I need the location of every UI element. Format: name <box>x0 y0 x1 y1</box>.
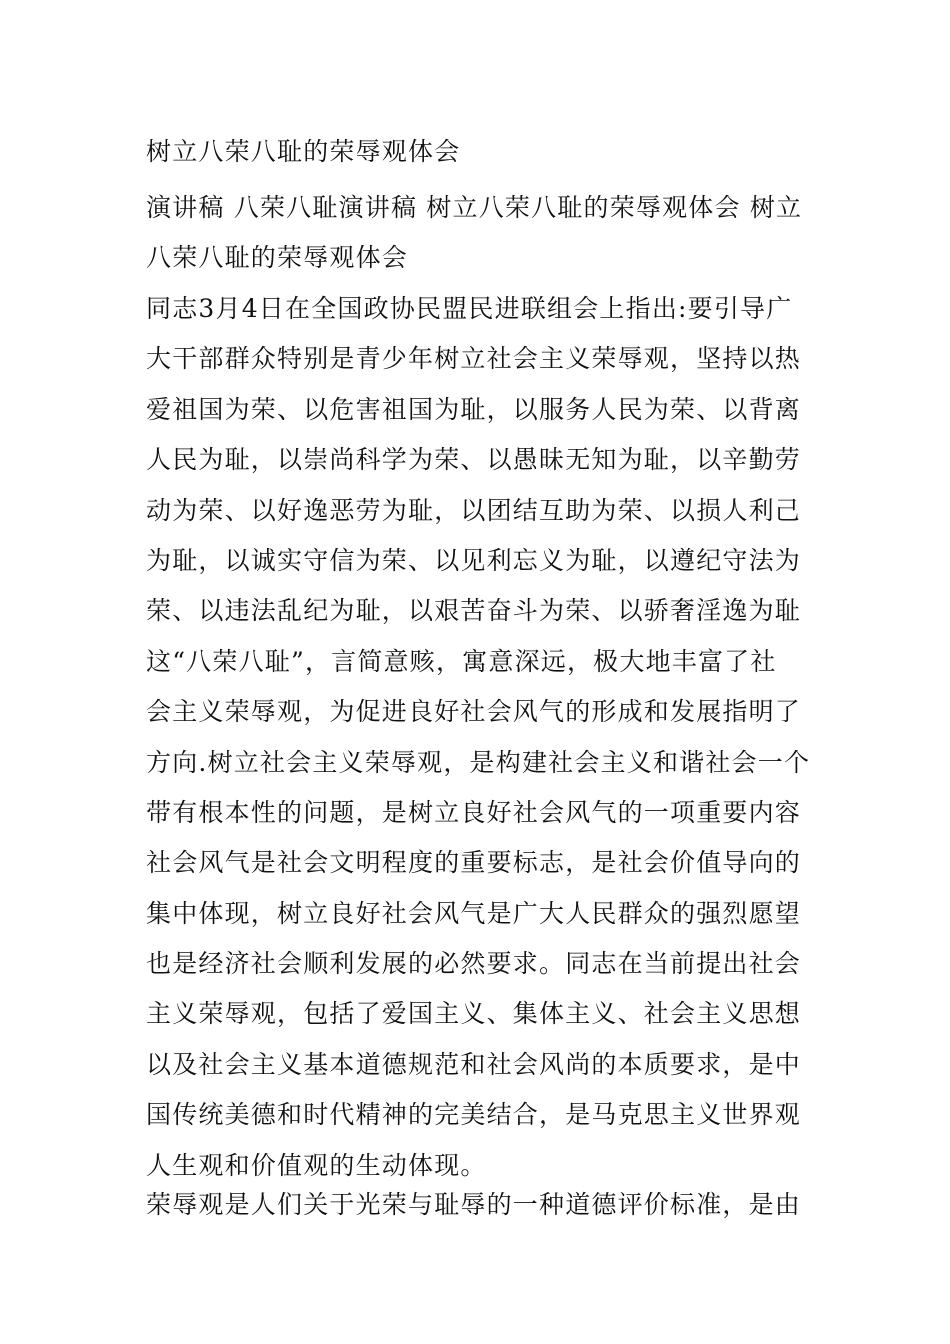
paragraph-line: 人民为耻，以崇尚科学为荣、以愚昧无知为耻，以辛勤劳 <box>146 445 802 475</box>
paragraph-line: 荣辱观是人们关于光荣与耻辱的一种道德评价标准，是由 <box>146 1190 802 1219</box>
paragraph-line: 动为荣、以好逸恶劳为耻，以团结互助为荣、以损人利己 <box>146 495 802 525</box>
paragraph-line: 同志3月4日在全国政协民盟民进联组会上指出:要引导广 <box>146 294 793 323</box>
paragraph-line: 方向.树立社会主义荣辱观，是构建社会主义和谐社会一个 <box>146 747 811 777</box>
paragraph-line: 为耻，以诚实守信为荣、以见利忘义为耻，以遵纪守法为 <box>146 545 802 575</box>
paragraph-line: 带有根本性的问题，是树立良好社会风气的一项重要内容 <box>146 797 802 827</box>
body-paragraph-1 <box>146 284 810 1191</box>
paragraph-line: 爱祖国为荣、以危害祖国为耻，以服务人民为荣、以背离 <box>146 394 802 424</box>
paragraph-line: 集中体现，树立良好社会风气是广大人民群众的强烈愿望 <box>146 898 802 928</box>
body-paragraph-2 <box>146 1180 810 1230</box>
paragraph-line: 以及社会主义基本道德规范和社会风尚的本质要求，是中 <box>146 1049 802 1079</box>
paragraph-line: 国传统美德和时代精神的完美结合，是马克思主义世界观 <box>146 1100 802 1130</box>
paragraph-line: 荣、以违法乱纪为耻，以艰苦奋斗为荣、以骄奢淫逸为耻 <box>146 596 802 626</box>
paragraph-line: 也是经济社会顺利发展的必然要求。同志在当前提出社会 <box>146 949 802 979</box>
document-subtitle <box>146 183 810 284</box>
paragraph-line: 这“八荣八耻”，言简意赅，寓意深远，极大地丰富了社 <box>146 646 777 676</box>
paragraph-line: 主义荣辱观，包括了爱国主义、集体主义、社会主义思想 <box>146 999 802 1029</box>
paragraph-line: 会主义荣辱观，为促进良好社会风气的形成和发展指明了 <box>146 697 802 727</box>
title-line: 树立八荣八耻的荣辱观体会 <box>146 137 461 166</box>
paragraph-line: 人生观和价值观的生动体现。 <box>146 1150 487 1180</box>
subtitle-line: 八荣八耻的荣辱观体会 <box>146 243 409 273</box>
subtitle-line: 演讲稿 八荣八耻演讲稿 树立八荣八耻的荣辱观体会 树立 <box>146 193 803 222</box>
paragraph-line: 社会风气是社会文明程度的重要标志，是社会价值导向的 <box>146 848 802 878</box>
document-title <box>146 134 810 170</box>
paragraph-line: 大干部群众特别是青少年树立社会主义荣辱观，坚持以热 <box>146 344 802 374</box>
